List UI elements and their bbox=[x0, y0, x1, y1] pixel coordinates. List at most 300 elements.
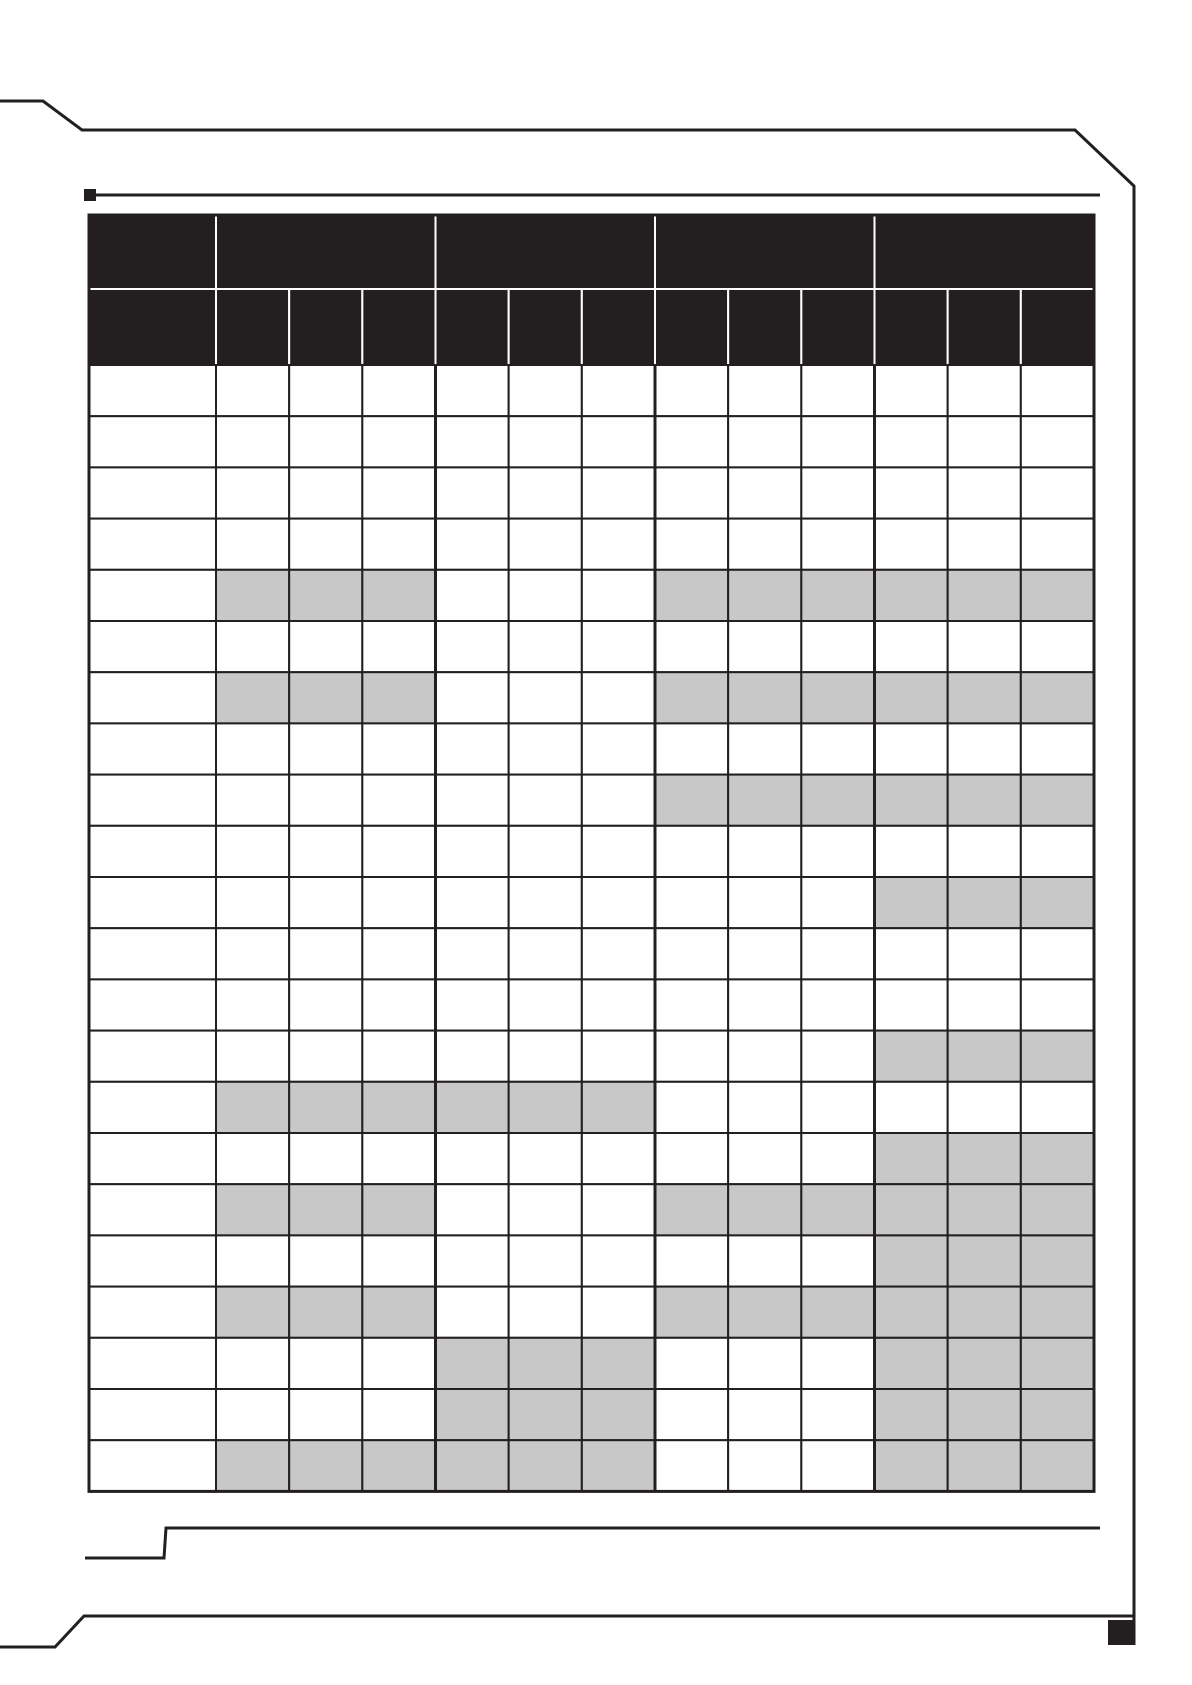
row-label-cell bbox=[89, 826, 216, 877]
row-label-cell bbox=[89, 467, 216, 518]
empty-cell bbox=[728, 365, 801, 416]
shaded-cell bbox=[362, 1082, 435, 1133]
subheader-cell bbox=[582, 289, 655, 365]
empty-cell bbox=[362, 519, 435, 570]
shaded-cell bbox=[509, 1389, 582, 1440]
row-label-cell bbox=[89, 1031, 216, 1082]
header-group-cell bbox=[655, 215, 875, 289]
empty-cell bbox=[289, 928, 362, 979]
shaded-cell bbox=[1021, 1133, 1094, 1184]
shaded-cell bbox=[1021, 570, 1094, 621]
empty-cell bbox=[216, 365, 289, 416]
shaded-cell bbox=[436, 1389, 509, 1440]
empty-cell bbox=[362, 877, 435, 928]
empty-cell bbox=[655, 1440, 728, 1491]
empty-cell bbox=[362, 723, 435, 774]
empty-cell bbox=[436, 672, 509, 723]
subheader-cell bbox=[509, 289, 582, 365]
empty-cell bbox=[655, 1082, 728, 1133]
empty-cell bbox=[728, 621, 801, 672]
empty-cell bbox=[216, 826, 289, 877]
empty-cell bbox=[509, 672, 582, 723]
shaded-cell bbox=[216, 1440, 289, 1491]
empty-cell bbox=[216, 1389, 289, 1440]
shaded-cell bbox=[289, 1440, 362, 1491]
empty-cell bbox=[801, 1031, 874, 1082]
empty-cell bbox=[801, 979, 874, 1030]
shaded-cell bbox=[216, 1082, 289, 1133]
empty-cell bbox=[801, 416, 874, 467]
subheader-cell bbox=[655, 289, 728, 365]
empty-cell bbox=[216, 621, 289, 672]
empty-cell bbox=[289, 1235, 362, 1286]
empty-cell bbox=[509, 467, 582, 518]
empty-cell bbox=[289, 365, 362, 416]
shaded-cell bbox=[948, 1389, 1021, 1440]
empty-cell bbox=[728, 1082, 801, 1133]
shaded-cell bbox=[875, 672, 948, 723]
empty-cell bbox=[801, 1440, 874, 1491]
row-label-cell bbox=[89, 723, 216, 774]
empty-cell bbox=[801, 1235, 874, 1286]
subheader-cell bbox=[362, 289, 435, 365]
shaded-cell bbox=[289, 1082, 362, 1133]
row-label-cell bbox=[89, 1184, 216, 1235]
empty-cell bbox=[582, 723, 655, 774]
row-label-cell bbox=[89, 1287, 216, 1338]
empty-cell bbox=[582, 928, 655, 979]
shaded-cell bbox=[1021, 1184, 1094, 1235]
shaded-cell bbox=[1021, 1440, 1094, 1491]
empty-cell bbox=[875, 621, 948, 672]
empty-cell bbox=[948, 467, 1021, 518]
empty-cell bbox=[216, 1235, 289, 1286]
shaded-cell bbox=[728, 1287, 801, 1338]
row-label-cell bbox=[89, 570, 216, 621]
shaded-cell bbox=[362, 1440, 435, 1491]
empty-cell bbox=[948, 826, 1021, 877]
empty-cell bbox=[655, 621, 728, 672]
empty-cell bbox=[436, 877, 509, 928]
row-label-cell bbox=[89, 1440, 216, 1491]
shaded-cell bbox=[655, 775, 728, 826]
row-label-cell bbox=[89, 979, 216, 1030]
shaded-cell bbox=[948, 1133, 1021, 1184]
shaded-cell bbox=[875, 1389, 948, 1440]
header-corner-cell bbox=[89, 215, 216, 289]
shaded-cell bbox=[875, 1235, 948, 1286]
header-group-cell bbox=[436, 215, 656, 289]
empty-cell bbox=[948, 519, 1021, 570]
empty-cell bbox=[289, 826, 362, 877]
empty-cell bbox=[655, 1235, 728, 1286]
shaded-cell bbox=[436, 1082, 509, 1133]
shaded-cell bbox=[216, 672, 289, 723]
empty-cell bbox=[655, 1031, 728, 1082]
empty-cell bbox=[289, 1133, 362, 1184]
empty-cell bbox=[216, 979, 289, 1030]
empty-cell bbox=[436, 416, 509, 467]
empty-cell bbox=[509, 1287, 582, 1338]
empty-cell bbox=[1021, 826, 1094, 877]
empty-cell bbox=[875, 979, 948, 1030]
shaded-cell bbox=[801, 570, 874, 621]
empty-cell bbox=[216, 467, 289, 518]
empty-cell bbox=[509, 621, 582, 672]
shaded-cell bbox=[948, 1031, 1021, 1082]
empty-cell bbox=[216, 775, 289, 826]
shaded-cell bbox=[875, 1133, 948, 1184]
empty-cell bbox=[289, 877, 362, 928]
row-label-cell bbox=[89, 1338, 216, 1389]
empty-cell bbox=[728, 1133, 801, 1184]
empty-cell bbox=[728, 723, 801, 774]
shaded-cell bbox=[728, 1184, 801, 1235]
shaded-cell bbox=[875, 1031, 948, 1082]
empty-cell bbox=[509, 365, 582, 416]
shaded-cell bbox=[362, 1184, 435, 1235]
empty-cell bbox=[216, 416, 289, 467]
row-label-cell bbox=[89, 775, 216, 826]
empty-cell bbox=[801, 877, 874, 928]
row-label-cell bbox=[89, 1133, 216, 1184]
shaded-cell bbox=[875, 1338, 948, 1389]
empty-cell bbox=[801, 1389, 874, 1440]
empty-cell bbox=[655, 877, 728, 928]
empty-cell bbox=[216, 519, 289, 570]
empty-cell bbox=[875, 365, 948, 416]
empty-cell bbox=[728, 928, 801, 979]
empty-cell bbox=[1021, 723, 1094, 774]
empty-cell bbox=[582, 826, 655, 877]
empty-cell bbox=[362, 1031, 435, 1082]
empty-cell bbox=[728, 979, 801, 1030]
subheader-cell bbox=[216, 289, 289, 365]
subheader-cell bbox=[289, 289, 362, 365]
shaded-cell bbox=[875, 775, 948, 826]
empty-cell bbox=[728, 1235, 801, 1286]
empty-cell bbox=[289, 519, 362, 570]
empty-cell bbox=[582, 979, 655, 1030]
empty-cell bbox=[655, 365, 728, 416]
shaded-cell bbox=[801, 1184, 874, 1235]
subheader-cell bbox=[875, 289, 948, 365]
empty-cell bbox=[582, 467, 655, 518]
empty-cell bbox=[582, 1184, 655, 1235]
empty-cell bbox=[509, 1235, 582, 1286]
empty-cell bbox=[436, 1133, 509, 1184]
empty-cell bbox=[362, 467, 435, 518]
row-label-cell bbox=[89, 416, 216, 467]
shaded-cell bbox=[1021, 877, 1094, 928]
subheader-cell bbox=[801, 289, 874, 365]
empty-cell bbox=[509, 1184, 582, 1235]
empty-cell bbox=[1021, 979, 1094, 1030]
empty-cell bbox=[509, 775, 582, 826]
empty-cell bbox=[948, 979, 1021, 1030]
row-label-cell bbox=[89, 877, 216, 928]
empty-cell bbox=[216, 1031, 289, 1082]
empty-cell bbox=[948, 928, 1021, 979]
empty-cell bbox=[655, 519, 728, 570]
empty-cell bbox=[728, 1389, 801, 1440]
shaded-cell bbox=[948, 1184, 1021, 1235]
shaded-cell bbox=[655, 1287, 728, 1338]
empty-cell bbox=[436, 1031, 509, 1082]
empty-cell bbox=[655, 979, 728, 1030]
shaded-cell bbox=[582, 1440, 655, 1491]
empty-cell bbox=[875, 467, 948, 518]
shaded-cell bbox=[1021, 1031, 1094, 1082]
empty-cell bbox=[436, 826, 509, 877]
empty-cell bbox=[875, 928, 948, 979]
empty-cell bbox=[875, 416, 948, 467]
empty-cell bbox=[655, 467, 728, 518]
empty-cell bbox=[436, 467, 509, 518]
shaded-cell bbox=[875, 1440, 948, 1491]
empty-cell bbox=[582, 877, 655, 928]
subheader-cell bbox=[1021, 289, 1094, 365]
empty-cell bbox=[436, 1184, 509, 1235]
shaded-cell bbox=[655, 672, 728, 723]
empty-cell bbox=[801, 519, 874, 570]
empty-cell bbox=[436, 365, 509, 416]
shaded-cell bbox=[582, 1082, 655, 1133]
row-label-cell bbox=[89, 928, 216, 979]
empty-cell bbox=[582, 365, 655, 416]
empty-cell bbox=[875, 826, 948, 877]
empty-cell bbox=[728, 416, 801, 467]
shaded-cell bbox=[216, 570, 289, 621]
shaded-cell bbox=[801, 775, 874, 826]
empty-cell bbox=[582, 1133, 655, 1184]
shaded-cell bbox=[948, 1440, 1021, 1491]
empty-cell bbox=[801, 723, 874, 774]
empty-cell bbox=[289, 723, 362, 774]
subheader-cell bbox=[948, 289, 1021, 365]
empty-cell bbox=[362, 621, 435, 672]
shaded-cell bbox=[1021, 1287, 1094, 1338]
shaded-cell bbox=[1021, 1389, 1094, 1440]
empty-cell bbox=[728, 1031, 801, 1082]
empty-cell bbox=[801, 1133, 874, 1184]
row-label-cell bbox=[89, 365, 216, 416]
empty-cell bbox=[289, 467, 362, 518]
empty-cell bbox=[289, 1389, 362, 1440]
empty-cell bbox=[289, 621, 362, 672]
shaded-cell bbox=[1021, 1235, 1094, 1286]
empty-cell bbox=[509, 723, 582, 774]
empty-cell bbox=[509, 570, 582, 621]
shaded-cell bbox=[362, 570, 435, 621]
empty-cell bbox=[582, 1235, 655, 1286]
empty-cell bbox=[216, 928, 289, 979]
empty-cell bbox=[509, 519, 582, 570]
empty-cell bbox=[801, 1082, 874, 1133]
empty-cell bbox=[289, 1031, 362, 1082]
shaded-cell bbox=[948, 1287, 1021, 1338]
empty-cell bbox=[436, 621, 509, 672]
shaded-cell bbox=[1021, 775, 1094, 826]
empty-cell bbox=[655, 928, 728, 979]
empty-cell bbox=[582, 570, 655, 621]
empty-cell bbox=[1021, 467, 1094, 518]
empty-cell bbox=[1021, 621, 1094, 672]
empty-cell bbox=[289, 416, 362, 467]
shaded-cell bbox=[216, 1184, 289, 1235]
empty-cell bbox=[362, 826, 435, 877]
empty-cell bbox=[289, 1338, 362, 1389]
empty-cell bbox=[655, 1133, 728, 1184]
empty-cell bbox=[728, 1338, 801, 1389]
empty-cell bbox=[436, 1287, 509, 1338]
empty-cell bbox=[1021, 365, 1094, 416]
shaded-cell bbox=[509, 1338, 582, 1389]
shaded-cell bbox=[1021, 1338, 1094, 1389]
empty-cell bbox=[509, 1031, 582, 1082]
empty-cell bbox=[1021, 416, 1094, 467]
empty-cell bbox=[362, 928, 435, 979]
header-group-cell bbox=[216, 215, 436, 289]
shaded-cell bbox=[948, 775, 1021, 826]
shaded-cell bbox=[948, 570, 1021, 621]
row-label-cell bbox=[89, 519, 216, 570]
empty-cell bbox=[436, 775, 509, 826]
empty-cell bbox=[875, 519, 948, 570]
empty-cell bbox=[655, 1338, 728, 1389]
empty-cell bbox=[362, 1235, 435, 1286]
subheader-corner-cell bbox=[89, 289, 216, 365]
empty-cell bbox=[801, 928, 874, 979]
empty-cell bbox=[362, 1338, 435, 1389]
shaded-cell bbox=[948, 1338, 1021, 1389]
empty-cell bbox=[582, 621, 655, 672]
row-label-cell bbox=[89, 621, 216, 672]
empty-cell bbox=[289, 979, 362, 1030]
empty-cell bbox=[436, 570, 509, 621]
empty-cell bbox=[1021, 928, 1094, 979]
empty-cell bbox=[801, 1338, 874, 1389]
shaded-cell bbox=[801, 672, 874, 723]
empty-cell bbox=[875, 723, 948, 774]
empty-cell bbox=[728, 467, 801, 518]
empty-cell bbox=[948, 416, 1021, 467]
empty-cell bbox=[801, 365, 874, 416]
shaded-cell bbox=[875, 570, 948, 621]
empty-cell bbox=[801, 621, 874, 672]
shaded-cell bbox=[509, 1440, 582, 1491]
empty-cell bbox=[728, 1440, 801, 1491]
shaded-cell bbox=[875, 1287, 948, 1338]
empty-cell bbox=[655, 826, 728, 877]
empty-cell bbox=[801, 467, 874, 518]
shaded-cell bbox=[362, 1287, 435, 1338]
empty-cell bbox=[582, 519, 655, 570]
shaded-cell bbox=[289, 1287, 362, 1338]
empty-cell bbox=[655, 723, 728, 774]
empty-cell bbox=[948, 365, 1021, 416]
shaded-cell bbox=[216, 1287, 289, 1338]
shaded-cell bbox=[289, 570, 362, 621]
shaded-cell bbox=[655, 1184, 728, 1235]
empty-cell bbox=[362, 1133, 435, 1184]
empty-cell bbox=[436, 723, 509, 774]
empty-cell bbox=[582, 416, 655, 467]
row-label-cell bbox=[89, 1389, 216, 1440]
empty-cell bbox=[582, 1287, 655, 1338]
empty-cell bbox=[216, 877, 289, 928]
empty-cell bbox=[216, 723, 289, 774]
empty-cell bbox=[509, 416, 582, 467]
empty-cell bbox=[948, 621, 1021, 672]
empty-cell bbox=[1021, 1082, 1094, 1133]
row-label-cell bbox=[89, 1082, 216, 1133]
shaded-cell bbox=[509, 1082, 582, 1133]
empty-cell bbox=[728, 519, 801, 570]
empty-cell bbox=[509, 979, 582, 1030]
subheader-cell bbox=[436, 289, 509, 365]
shaded-cell bbox=[948, 672, 1021, 723]
subheader-cell bbox=[728, 289, 801, 365]
empty-cell bbox=[875, 1082, 948, 1133]
row-label-cell bbox=[89, 1235, 216, 1286]
shaded-cell bbox=[801, 1287, 874, 1338]
shaded-cell bbox=[582, 1389, 655, 1440]
empty-cell bbox=[216, 1338, 289, 1389]
empty-cell bbox=[655, 1389, 728, 1440]
shaded-cell bbox=[728, 570, 801, 621]
shaded-cell bbox=[436, 1338, 509, 1389]
empty-cell bbox=[509, 877, 582, 928]
empty-cell bbox=[362, 365, 435, 416]
empty-cell bbox=[362, 775, 435, 826]
empty-cell bbox=[509, 928, 582, 979]
shaded-cell bbox=[1021, 672, 1094, 723]
shaded-cell bbox=[655, 570, 728, 621]
empty-cell bbox=[436, 1235, 509, 1286]
shaded-cell bbox=[289, 672, 362, 723]
empty-cell bbox=[948, 723, 1021, 774]
empty-cell bbox=[582, 1031, 655, 1082]
shaded-cell bbox=[875, 877, 948, 928]
shaded-cell bbox=[362, 672, 435, 723]
empty-cell bbox=[362, 1389, 435, 1440]
empty-cell bbox=[362, 416, 435, 467]
empty-cell bbox=[582, 672, 655, 723]
empty-cell bbox=[948, 1082, 1021, 1133]
header-group-cell bbox=[875, 215, 1095, 289]
empty-cell bbox=[289, 775, 362, 826]
shaded-cell bbox=[948, 877, 1021, 928]
empty-cell bbox=[436, 519, 509, 570]
empty-cell bbox=[362, 979, 435, 1030]
shaded-cell bbox=[875, 1184, 948, 1235]
row-label-cell bbox=[89, 672, 216, 723]
empty-cell bbox=[582, 775, 655, 826]
empty-cell bbox=[436, 979, 509, 1030]
shaded-cell bbox=[289, 1184, 362, 1235]
empty-cell bbox=[509, 826, 582, 877]
empty-cell bbox=[655, 416, 728, 467]
shaded-cell bbox=[728, 775, 801, 826]
shaded-cell bbox=[948, 1235, 1021, 1286]
empty-cell bbox=[728, 877, 801, 928]
shaded-cell bbox=[728, 672, 801, 723]
empty-cell bbox=[216, 1133, 289, 1184]
empty-cell bbox=[509, 1133, 582, 1184]
shaded-cell bbox=[582, 1338, 655, 1389]
shaded-cell bbox=[436, 1440, 509, 1491]
